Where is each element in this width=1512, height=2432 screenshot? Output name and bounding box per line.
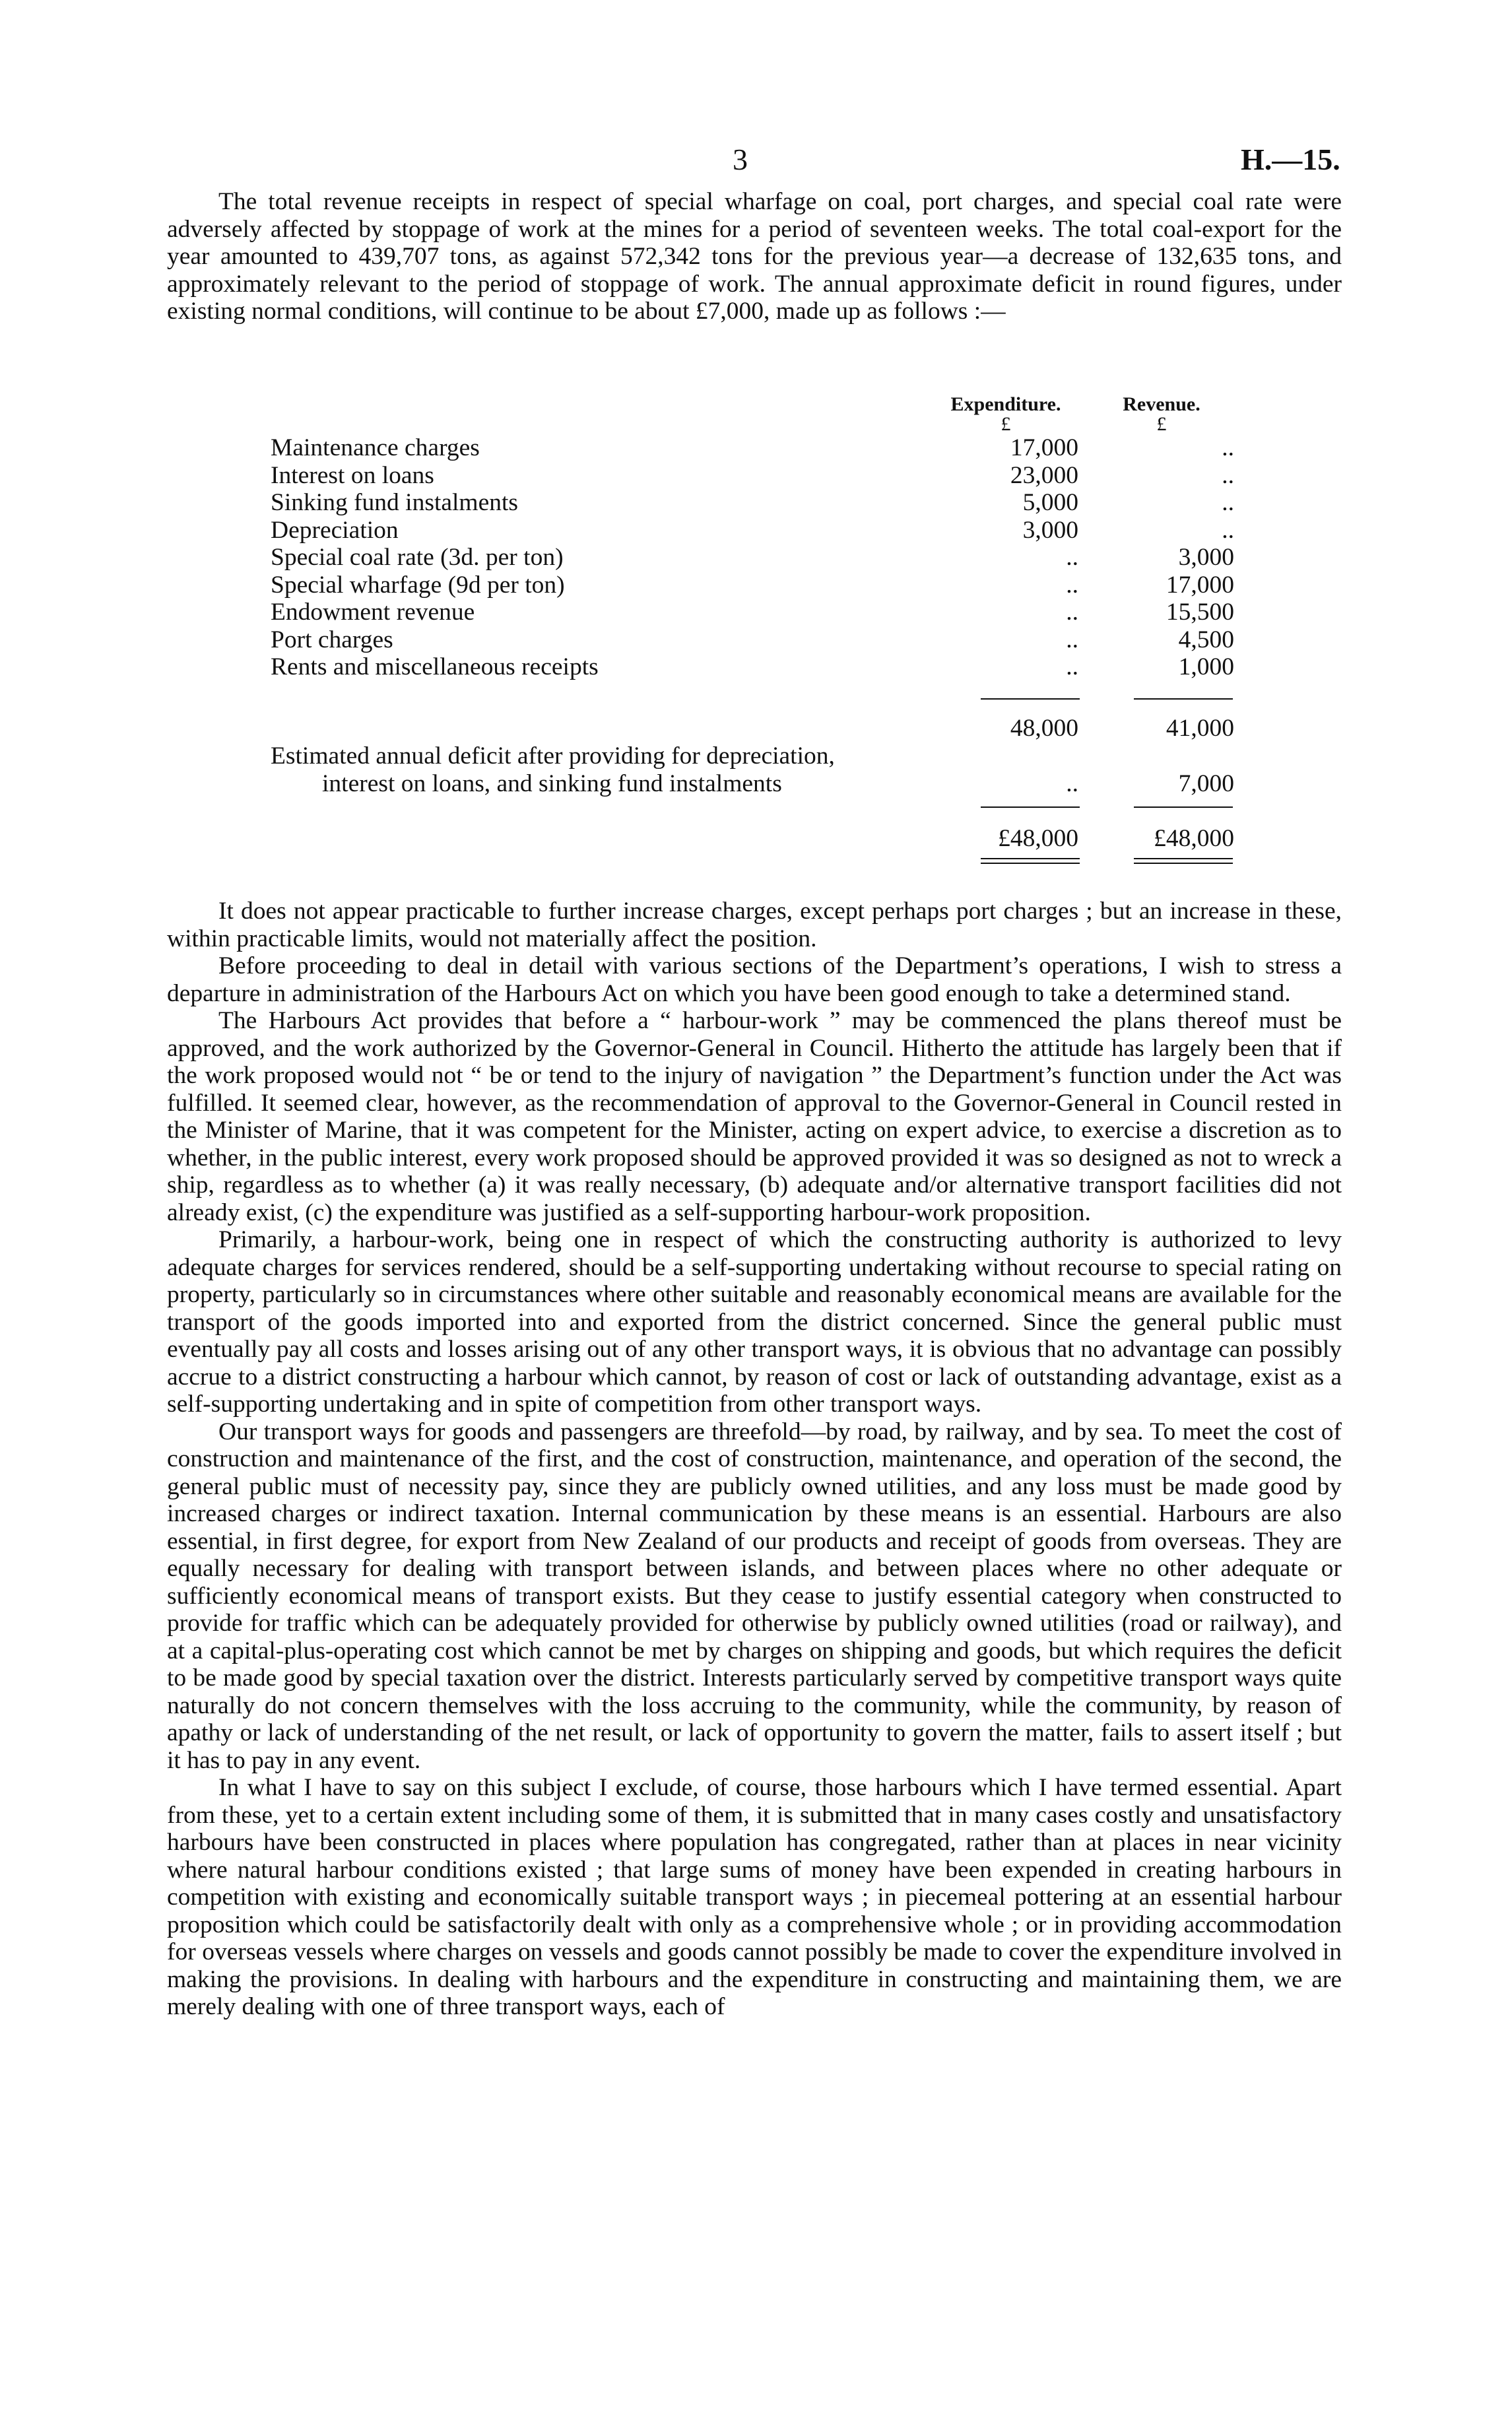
row-expenditure: .. [1066, 653, 1078, 680]
row-revenue: 1,000 [1178, 653, 1234, 680]
row-expenditure: .. [1066, 599, 1078, 626]
row-label: Maintenance charges [271, 434, 480, 461]
row-expenditure: .. [1066, 544, 1078, 571]
paragraph: It does not appear practicable to further increase charges, except perhaps port charges ; but an increase in these, within practicable limits, would not materially affect the position. [167, 898, 1342, 952]
paragraph: Our transport ways for goods and passengers are threefold—by road, by railway, and by sea. To meet the cost of construction and maintenance of the first, and the cost of construction, maintenance, and operation of the second, the general public must of necessity pay, since they are publicly owned utilities, and any loss must be made good by increased charges or indirect taxation. Internal communication by these means is an essential. Harbours are also essential, in first degree, for export from New Zealand of our products and receipt of goods from overseas. They are equally necessary for dealing with transport between islands, and between places where no other adequate or sufficiently economical means of transport exists. But they cease to justify essential category when constructed to provide for traffic which can be adequately provided for otherwise by publicly owned utilities (road or railway), and at a capital-plus-operating cost which cannot be met by charges on shipping and goods, but which requires the deficit to be made good by special taxation over the district. Interests particularly served by competitive transport ways quite naturally do not concern themselves with the loss accruing to the community, while the community, by reason of apathy or lack of understanding of the net result, or lack of opportunity to govern the matter, fails to assert itself ; but it has to pay in any event. [167, 1418, 1342, 1774]
subtotal-rule-revenue [1134, 698, 1233, 700]
expenditure-column-header: Expenditure. [950, 393, 1061, 415]
row-label: Endowment revenue [271, 599, 475, 626]
body-text [167, 898, 1342, 2021]
page-number: 3 [733, 143, 748, 176]
row-expenditure: .. [1066, 626, 1078, 653]
row-revenue: 4,500 [1178, 626, 1234, 653]
row-revenue: 17,000 [1166, 572, 1234, 599]
expenditure-unit: £ [1001, 413, 1011, 435]
subtotal-rule-expenditure [981, 698, 1080, 700]
deficit-label-line1: Estimated annual deficit after providing for depreciation, [271, 742, 835, 770]
row-revenue: .. [1222, 434, 1234, 461]
document-reference: H.—15. [1241, 143, 1340, 176]
revenue-unit: £ [1156, 413, 1167, 435]
row-label: Port charges [271, 626, 393, 653]
row-label: Interest on loans [271, 462, 434, 489]
row-revenue: .. [1222, 517, 1234, 544]
total-double-rule-expenditure [981, 858, 1080, 864]
row-label: Depreciation [271, 517, 399, 544]
row-expenditure: 17,000 [1010, 434, 1078, 461]
row-revenue: 3,000 [1178, 544, 1234, 571]
row-label: Rents and miscellaneous receipts [271, 653, 599, 680]
total-expenditure: £48,000 [998, 825, 1078, 852]
paragraph: Before proceeding to deal in detail with various sections of the Department’s operations, I wish to stress a departure in administration of the Harbours Act on which you have been good enough to take a determined stand. [167, 952, 1342, 1007]
total-revenue: £48,000 [1154, 825, 1234, 852]
row-expenditure: 3,000 [1022, 517, 1078, 544]
row-revenue: .. [1222, 489, 1234, 516]
deficit-revenue: 7,000 [1178, 770, 1234, 797]
deficit-expenditure: .. [1066, 770, 1078, 797]
row-expenditure: 5,000 [1022, 489, 1078, 516]
row-revenue: 15,500 [1166, 599, 1234, 626]
revenue-column-header: Revenue. [1123, 393, 1200, 415]
deficit-label-line2: interest on loans, and sinking fund instalments [322, 770, 782, 797]
row-label: Special wharfage (9d per ton) [271, 572, 565, 599]
subtotal-expenditure: 48,000 [1010, 715, 1078, 742]
row-expenditure: .. [1066, 572, 1078, 599]
row-expenditure: 23,000 [1010, 462, 1078, 489]
total-rule-expenditure [981, 806, 1080, 808]
paragraph: In what I have to say on this subject I exclude, of course, those harbours which I have termed essential. Apart from these, yet to a certain extent including some of them, it is submitted that in many cases costly and unsatisfactory harbours have been constructed in places where population has congregated, rather than at places in near vicinity where natural harbour conditions existed ; that large sums of money have been expended in creating harbours in competition with existing and economically suitable transport ways ; in piecemeal pottering at an essential harbour proposition which could be satisfactorily dealt with only as a comprehensive whole ; or in providing accommodation for overseas vessels where charges on vessels and goods cannot possibly be made to cover the expenditure involved in making the provisions. In dealing with harbours and the expenditure in constructing and maintaining them, we are merely dealing with one of three transport ways, each of [167, 1774, 1342, 2020]
total-double-rule-revenue [1134, 858, 1233, 864]
row-revenue: .. [1222, 462, 1234, 489]
row-label: Special coal rate (3d. per ton) [271, 544, 564, 571]
intro-text: The total revenue receipts in respect of special wharfage on coal, port charges, and special coal rate were adversely affected by stoppage of work at the mines for a period of seventeen weeks. The total coal-export for the year amounted to 439,707 tons, as against 572,342 tons for the previous year—a decrease of 132,635 tons, and approximately relevant to the period of stoppage of work. The annual approximate deficit in round figures, under existing normal conditions, will continue to be about £7,000, made up as follows :— [167, 188, 1342, 325]
subtotal-revenue: 41,000 [1166, 715, 1234, 742]
row-label: Sinking fund instalments [271, 489, 518, 516]
total-rule-revenue [1134, 806, 1233, 808]
paragraph: The Harbours Act provides that before a “ harbour-work ” may be commenced the plans thereof must be approved, and the work authorized by the Governor-General in Council. Hitherto the attitude has largely been that if the work proposed would not “ be or tend to the injury of navigation ” the Department’s function under the Act was fulfilled. It seemed clear, however, as the recommendation of approval to the Governor-General in Council rested in the Minister of Marine, that it was competent for the Minister, acting on expert advice, to exercise a discretion as to whether, in the public interest, every work proposed should be approved provided it was so designed as not to wreck a ship, regardless as to whether (a) it was really necessary, (b) adequate and/or alternative transport facilities did not already exist, (c) the expenditure was justified as a self-supporting harbour-work proposition. [167, 1007, 1342, 1226]
revenue-table [0, 0, 1512, 878]
paragraph: Primarily, a harbour-work, being one in respect of which the constructing authority is authorized to levy adequate charges for services rendered, should be a self-supporting undertaking without recourse to special rating on property, particularly so in circumstances where other suitable and reasonably economical means are available for the transport of the goods imported into and exported from the district concerned. Since the general public must eventually pay all costs and losses arising out of any other transport ways, it is obvious that no advantage can possibly accrue to a district constructing a harbour which cannot, by reason of cost or lack of outstanding advantage, exist as a self-supporting undertaking and in spite of competition from other transport ways. [167, 1226, 1342, 1418]
